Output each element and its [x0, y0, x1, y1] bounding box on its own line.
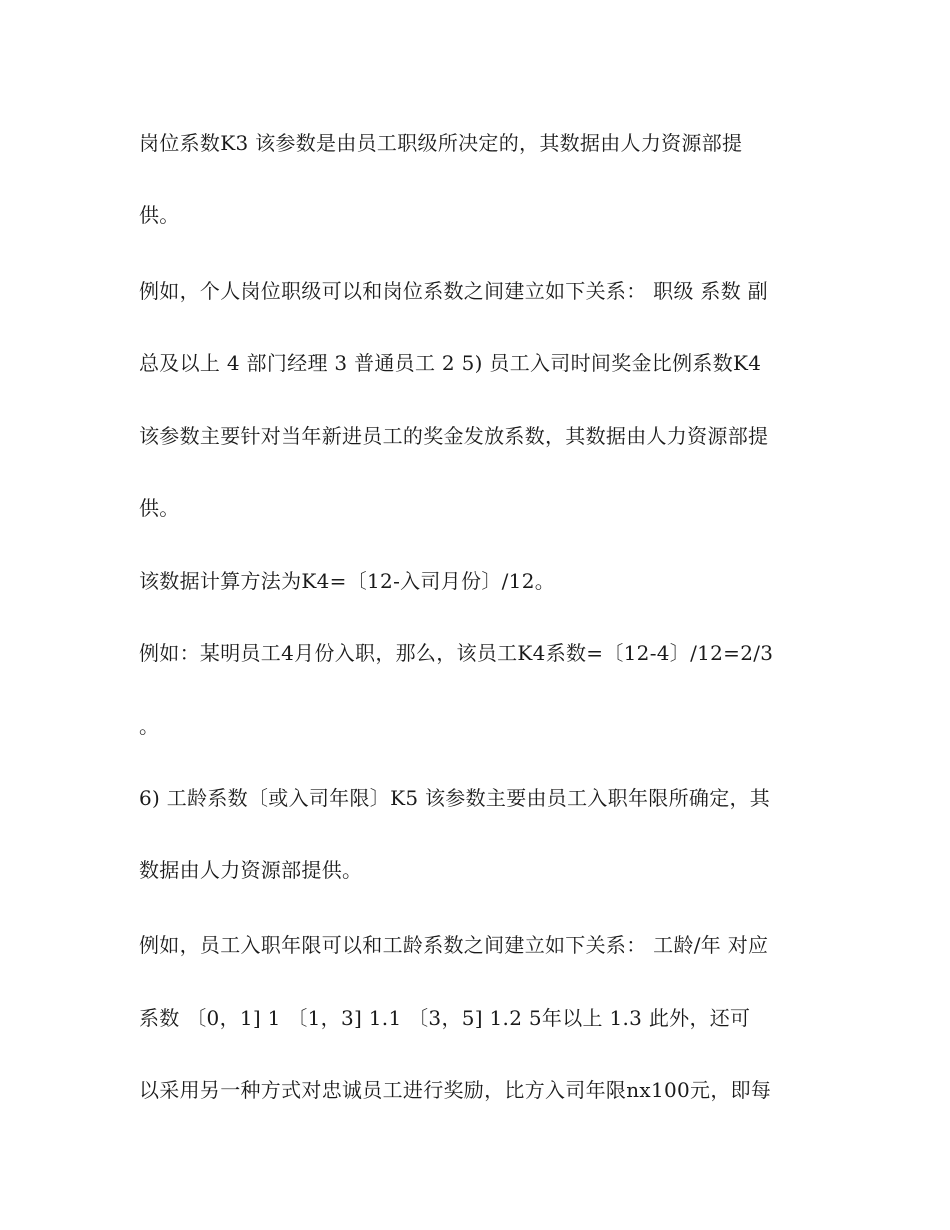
text-line-12: 例如，员工入职年限可以和工龄系数之间建立如下关系： 工龄/年 对应	[139, 933, 769, 957]
text-line-11: 数据由人力资源部提供。	[139, 858, 363, 882]
text-line-8: 例如：某明员工4月份入职，那么，该员工K4系数=〔12-4〕/12=2/3	[139, 641, 774, 665]
text-line-2: 供。	[139, 203, 180, 227]
text-line-13: 系数 〔0，1] 1 〔1，3] 1.1 〔3，5] 1.2 5年以上 1.3 此外，还可	[139, 1006, 751, 1030]
text-line-9: 。	[139, 714, 160, 738]
text-line-4: 总及以上 4 部门经理 3 普通员工 2 5) 员工入司时间奖金比例系数K4	[139, 351, 762, 375]
text-line-6: 供。	[139, 496, 180, 520]
text-line-1: 岗位系数K3 该参数是由员工职级所决定的，其数据由人力资源部提	[139, 131, 743, 155]
text-line-10: 6) 工龄系数〔或入司年限〕K5 该参数主要由员工入职年限所确定，其	[139, 786, 771, 810]
text-line-14: 以采用另一种方式对忠诚员工进行奖励，比方入司年限nx100元，即每	[139, 1078, 772, 1102]
text-line-3: 例如，个人岗位职级可以和岗位系数之间建立如下关系： 职级 系数 副	[139, 279, 768, 303]
text-line-5: 该参数主要针对当年新进员工的奖金发放系数，其数据由人力资源部提	[139, 424, 769, 448]
text-line-7: 该数据计算方法为K4=〔12-入司月份〕/12。	[139, 569, 556, 593]
